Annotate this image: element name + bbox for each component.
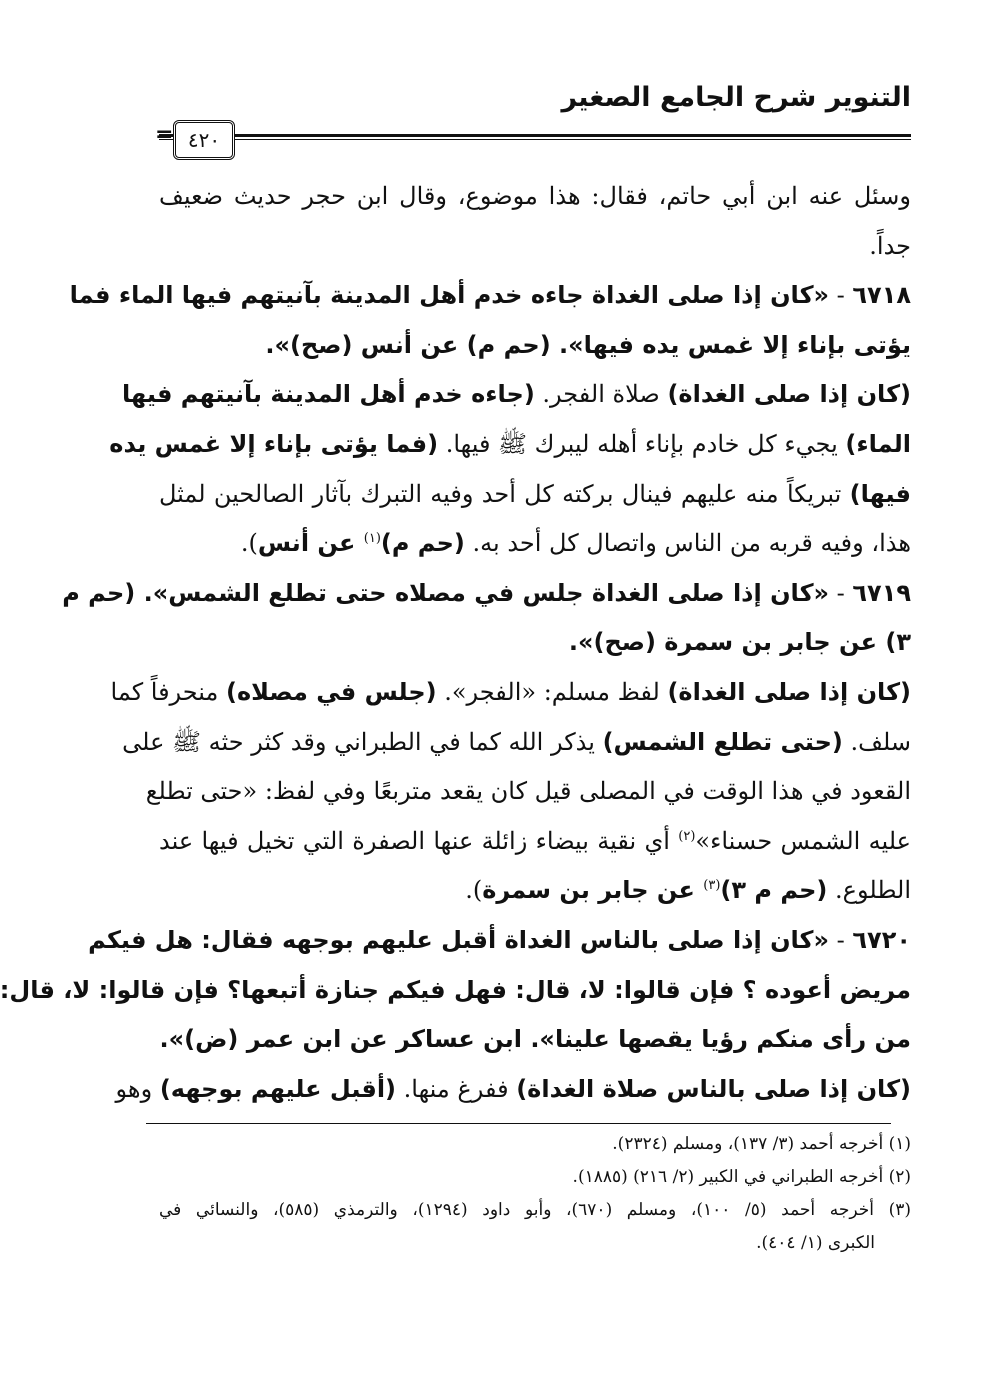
commentary-line <box>110 668 911 718</box>
quoted-phrase: (أقبل عليهم بوجهه) <box>159 1074 397 1103</box>
quoted-phrase: فيها) <box>849 479 911 508</box>
footnote-marker-2[interactable]: (٢) <box>678 828 696 844</box>
header-rule-thin <box>159 139 911 140</box>
commentary-line <box>159 817 911 867</box>
commentary-line <box>109 420 911 470</box>
hadith-6720-line <box>88 916 911 966</box>
hadith-text-line: ٣) عن جابر بن سمرة (صح)». <box>568 628 911 657</box>
footnote-separator <box>146 1123 891 1124</box>
commentary-text: ). <box>465 876 483 905</box>
commentary-text: عليه الشمس حسناء» <box>695 826 912 855</box>
commentary-line <box>115 1065 911 1115</box>
commentary-text: سلف. <box>842 727 911 756</box>
source-ref: (حم م) <box>380 529 465 558</box>
commentary-text: تبريكاً منه عليهم فينال بركته كل أحد وفيه التبرك بآثار الصالحين لمثل <box>159 479 850 508</box>
main-text <box>0 172 912 1114</box>
header-mark: = <box>155 122 174 147</box>
commentary-text: وهو <box>115 1074 160 1103</box>
quoted-phrase: (جلس في مصلاه) <box>226 677 437 706</box>
text-line: جداً. <box>869 231 911 260</box>
narrator: عن جابر بن سمرة <box>482 876 704 905</box>
commentary-text: ففرغ منها. <box>396 1074 517 1103</box>
commentary-line <box>159 866 911 916</box>
hadith-number: ٦٧١٨ <box>852 281 911 310</box>
commentary-text: هذا، وفيه قربه من الناس واتصال كل أحد به. <box>464 529 911 558</box>
commentary-text: صلاة الفجر. <box>534 380 668 409</box>
hadith-text-line: من رأى منكم رؤيا يقصها علينا». ابن عساكر عن ابن عمر (ض)». <box>159 1025 911 1054</box>
header-rule-thick <box>159 134 911 137</box>
commentary-line <box>122 718 911 768</box>
commentary-text: الطلوع. <box>827 876 911 905</box>
quoted-phrase: الماء) <box>845 429 911 458</box>
commentary-text: لفظ مسلم: «الفجر». <box>436 677 668 706</box>
commentary-text: يجيء كل خادم بإناء أهله ليبرك ﷺ فيها. <box>438 429 846 458</box>
quoted-phrase: (كان إذا صلى الغداة) <box>667 677 911 706</box>
text-line: وسئل عنه ابن أبي حاتم، فقال: هذا موضوع، وقال ابن حجر حديث ضعيف <box>159 182 911 210</box>
hadith-text: «كان إذا صلى بالناس الغداة أقبل عليهم بوجهه فقال: هل فيكم <box>88 925 830 954</box>
hadith-text: «كان إذا صلى الغداة جاءه خدم أهل المدينة بآنيتهم فيها الماء فما <box>69 281 830 310</box>
quoted-phrase: (حتى تطلع الشمس) <box>602 727 843 756</box>
hadith-number: ٦٧١٩ <box>852 578 911 607</box>
hadith-text-line: يؤتى بإناء إلا غمس يده فيها». (حم م) عن أنس (صح)». <box>265 330 911 359</box>
hadith-dash: - <box>829 578 853 607</box>
page-header <box>155 78 911 158</box>
hadith-dash: - <box>829 281 853 310</box>
commentary-text: أي نقية بيضاء زائلة عنها الصفرة التي تخيل فيها عند <box>159 826 679 855</box>
quoted-phrase: (فما يؤتى بإناء إلا غمس يده <box>109 429 439 458</box>
quoted-phrase: (كان إذا صلى الغداة) <box>667 380 911 409</box>
footnote-3-continuation: الكبرى (١/ ٤٠٤). <box>756 1233 875 1253</box>
running-title: التنوير شرح الجامع الصغير <box>561 82 911 113</box>
commentary-text: منحرفاً كما <box>110 677 227 706</box>
commentary-line <box>122 370 911 420</box>
source-ref: (حم م ٣) <box>720 876 828 905</box>
footnote-3: (٣) أخرجه أحمد (٥/ ١٠٠)، ومسلم (٦٧٠)، وأبو داود (١٢٩٤)، والترمذي (٥٨٥)، والنسائي في <box>159 1200 912 1220</box>
footnote-marker-1[interactable]: (١) <box>363 531 381 547</box>
page-number: ٤٢٠ <box>173 120 235 160</box>
quoted-phrase: (جاءه خدم أهل المدينة بآنيتهم فيها <box>122 380 535 409</box>
commentary-line <box>159 470 911 520</box>
hadith-number: ٦٧٢٠ <box>852 925 911 954</box>
footnotes <box>159 1128 911 1260</box>
hadith-text: «كان إذا صلى الغداة جلس في مصلاه حتى تطلع الشمس». (حم م <box>62 578 830 607</box>
footnote-marker-3[interactable]: (٣) <box>703 878 721 894</box>
hadith-text-line: مريض أعوده ؟ فإن قالوا: لا، قال: فهل فيكم جنازة أتبعها؟ فإن قالوا: لا، قال: <box>0 975 911 1004</box>
commentary-text: يذكر الله كما في الطبراني وقد كثر حثه ﷺ على <box>122 727 603 756</box>
commentary-line: القعود في هذا الوقت في المصلى قيل كان يقعد متربعًا وفي لفظ: «حتى تطلع <box>145 777 911 806</box>
quoted-phrase: (كان إذا صلى بالناس صلاة الغداة) <box>516 1074 911 1103</box>
hadith-6718-line <box>69 271 911 321</box>
commentary-line <box>159 519 911 569</box>
narrator: عن أنس <box>257 529 364 558</box>
footnote-2: (٢) أخرجه الطبراني في الكبير (٢/ ٢١٦) (١٨٨٥). <box>572 1167 911 1187</box>
footnote-1: (١) أخرجه أحمد (٣/ ١٣٧)، ومسلم (٢٣٢٤). <box>612 1134 911 1154</box>
hadith-6719-line <box>62 569 911 619</box>
hadith-dash: - <box>829 925 853 954</box>
commentary-text: ). <box>240 529 258 558</box>
